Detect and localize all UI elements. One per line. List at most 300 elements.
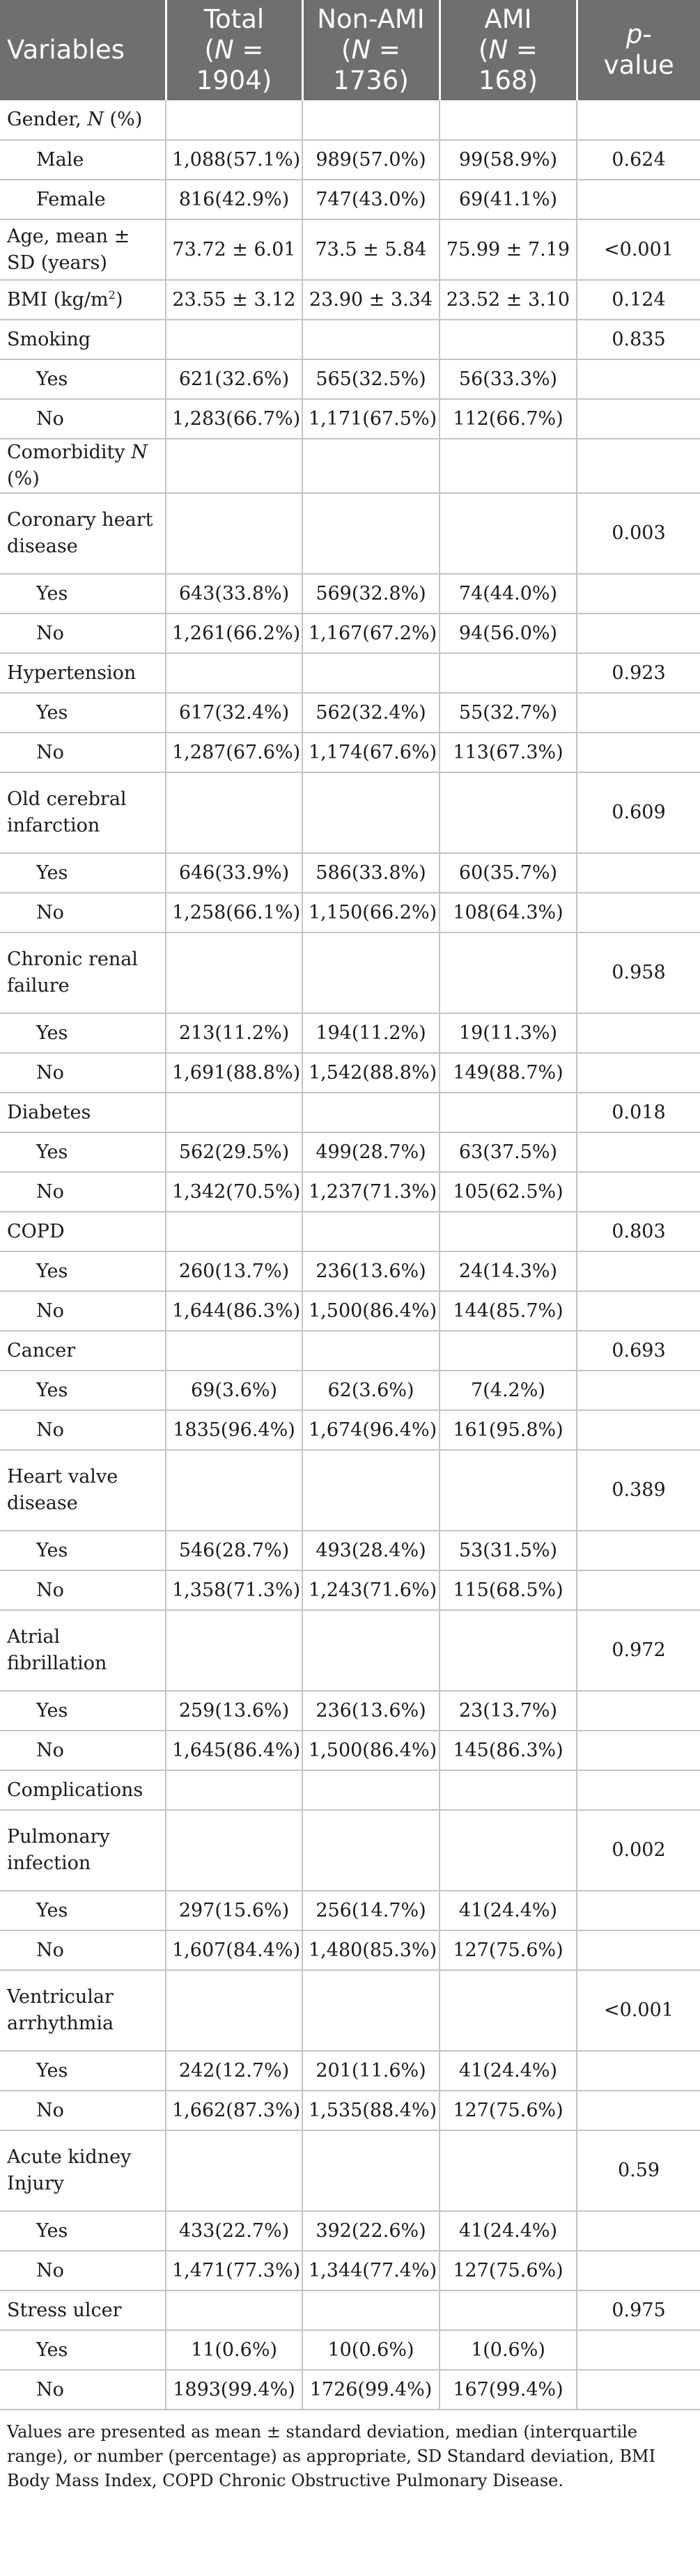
row-label: Yes	[0, 574, 166, 614]
cell-ami: 115(68.5%)	[440, 1570, 577, 1610]
cell-p	[577, 2211, 700, 2251]
cell-total: 69(3.6%)	[166, 1371, 302, 1410]
cell-p	[577, 893, 700, 932]
cell-total	[166, 1450, 302, 1531]
cell-p	[577, 1731, 700, 1770]
cell-ami: 112(66.7%)	[440, 399, 577, 439]
cell-nonami: 1,500(86.4%)	[302, 1291, 440, 1331]
cell-ami: 41(24.4%)	[440, 2051, 577, 2091]
cell-ami: 144(85.7%)	[440, 1291, 577, 1331]
cell-total: 1,691(88.8%)	[166, 1053, 302, 1093]
cell-ami: 167(99.4%)	[440, 2370, 577, 2410]
cell-total: 1,645(86.4%)	[166, 1731, 302, 1770]
cell-ami: 127(75.6%)	[440, 1930, 577, 1970]
row-label: Ventricular arrhythmia	[0, 1970, 166, 2051]
row-label: Yes	[0, 1531, 166, 1570]
cell-nonami: 201(11.6%)	[302, 2051, 440, 2091]
table-row	[0, 1291, 700, 1331]
table-row	[0, 2290, 700, 2330]
cell-nonami: 586(33.8%)	[302, 853, 440, 893]
cell-p	[577, 359, 700, 399]
table-row	[0, 100, 700, 140]
cell-ami	[440, 1610, 577, 1691]
cell-ami: 23.52 ± 3.10	[440, 280, 577, 320]
cell-total	[166, 2130, 302, 2211]
table-row	[0, 893, 700, 932]
table-row	[0, 1930, 700, 1970]
row-label: Hypertension	[0, 653, 166, 693]
cell-total: 617(32.4%)	[166, 693, 302, 733]
cell-total	[166, 1212, 302, 1251]
table-row	[0, 1570, 700, 1610]
table-footnote: Values are presented as mean ± standard deviation, median (interquartile range), or number (percentage) as appropriate, SD Standard deviation, BMI Body Mass Index, COPD Chronic Obstructive Pulmonary Disease.	[7, 2422, 656, 2490]
cell-nonami	[302, 1970, 440, 2051]
cell-nonami	[302, 493, 440, 574]
cell-total: 259(13.6%)	[166, 1691, 302, 1731]
row-label: Yes	[0, 1371, 166, 1410]
cell-total	[166, 932, 302, 1013]
header-ami: AMI (N = 168)	[440, 0, 577, 100]
cell-ami: 149(88.7%)	[440, 1053, 577, 1093]
header-non-ami: Non-AMI (N = 1736)	[302, 0, 440, 100]
cell-p	[577, 1371, 700, 1410]
cell-total: 1,358(71.3%)	[166, 1570, 302, 1610]
row-label: Yes	[0, 359, 166, 399]
cell-ami: 55(32.7%)	[440, 693, 577, 733]
cell-ami	[440, 1212, 577, 1251]
cell-ami	[440, 2290, 577, 2330]
table-row	[0, 1610, 700, 1691]
cell-nonami: 236(13.6%)	[302, 1691, 440, 1731]
cell-p	[577, 853, 700, 893]
cell-ami: 7(4.2%)	[440, 1371, 577, 1410]
table-row	[0, 1331, 700, 1371]
table-row	[0, 280, 700, 320]
table-row	[0, 2211, 700, 2251]
cell-nonami: 989(57.0%)	[302, 140, 440, 180]
cell-total: 1,287(67.6%)	[166, 733, 302, 772]
cell-p	[577, 1770, 700, 1810]
row-label: Age, mean ± SD (years)	[0, 219, 166, 280]
table-row	[0, 1172, 700, 1212]
header-variables: Variables	[0, 0, 166, 100]
cell-ami: 75.99 ± 7.19	[440, 219, 577, 280]
cell-p: 0.835	[577, 320, 700, 359]
table-row	[0, 439, 700, 493]
table-row	[0, 1053, 700, 1093]
cell-ami: 63(37.5%)	[440, 1132, 577, 1172]
row-label: Yes	[0, 2330, 166, 2370]
cell-ami: 145(86.3%)	[440, 1731, 577, 1770]
table-row	[0, 2251, 700, 2290]
table-row	[0, 320, 700, 359]
table-row	[0, 733, 700, 772]
cell-nonami: 1,344(77.4%)	[302, 2251, 440, 2290]
cell-nonami: 562(32.4%)	[302, 693, 440, 733]
cell-ami	[440, 320, 577, 359]
row-label: Acute kidney Injury	[0, 2130, 166, 2211]
cell-p: 0.803	[577, 1212, 700, 1251]
row-label: No	[0, 1570, 166, 1610]
cell-nonami	[302, 932, 440, 1013]
cell-total: 297(15.6%)	[166, 1891, 302, 1930]
row-label: Old cerebral infarction	[0, 772, 166, 853]
cell-ami	[440, 439, 577, 493]
table-row	[0, 1371, 700, 1410]
cell-p	[577, 1410, 700, 1450]
cell-ami	[440, 493, 577, 574]
cell-p	[577, 733, 700, 772]
cell-nonami: 1,237(71.3%)	[302, 1172, 440, 1212]
cell-ami: 161(95.8%)	[440, 1410, 577, 1450]
cell-p	[577, 614, 700, 653]
cell-total: 643(33.8%)	[166, 574, 302, 614]
cell-total	[166, 493, 302, 574]
cell-p: 0.389	[577, 1450, 700, 1531]
cell-nonami: 1726(99.4%)	[302, 2370, 440, 2410]
cell-nonami: 236(13.6%)	[302, 1251, 440, 1291]
cell-p	[577, 574, 700, 614]
table-row	[0, 2130, 700, 2211]
cell-nonami: 747(43.0%)	[302, 180, 440, 219]
table-row	[0, 219, 700, 280]
row-label: No	[0, 1731, 166, 1770]
cell-nonami: 1,500(86.4%)	[302, 1731, 440, 1770]
row-label: No	[0, 1930, 166, 1970]
cell-total	[166, 320, 302, 359]
cell-total: 433(22.7%)	[166, 2211, 302, 2251]
row-label: No	[0, 1291, 166, 1331]
cell-nonami	[302, 772, 440, 853]
table-row	[0, 399, 700, 439]
cell-p: 0.018	[577, 1093, 700, 1132]
cell-nonami	[302, 1770, 440, 1810]
cell-ami	[440, 1770, 577, 1810]
row-label: No	[0, 614, 166, 653]
cell-nonami: 23.90 ± 3.34	[302, 280, 440, 320]
cell-ami	[440, 1450, 577, 1531]
cell-total: 1,342(70.5%)	[166, 1172, 302, 1212]
row-label: Chronic renal failure	[0, 932, 166, 1013]
cell-p	[577, 2251, 700, 2290]
table-row	[0, 2051, 700, 2091]
cell-p: 0.975	[577, 2290, 700, 2330]
cell-total	[166, 1093, 302, 1132]
cell-total: 1,644(86.3%)	[166, 1291, 302, 1331]
cell-p: 0.003	[577, 493, 700, 574]
cell-ami	[440, 653, 577, 693]
cell-total: 11(0.6%)	[166, 2330, 302, 2370]
header-p-value: p- value	[577, 0, 700, 100]
table-row	[0, 772, 700, 853]
cell-ami: 19(11.3%)	[440, 1013, 577, 1053]
row-label: Coronary heart disease	[0, 493, 166, 574]
cell-p: 0.693	[577, 1331, 700, 1371]
cell-nonami: 1,150(66.2%)	[302, 893, 440, 932]
cell-total: 1835(96.4%)	[166, 1410, 302, 1450]
cell-p	[577, 1132, 700, 1172]
cell-nonami	[302, 1810, 440, 1891]
cell-total	[166, 1970, 302, 2051]
row-label: No	[0, 893, 166, 932]
cell-p	[577, 1570, 700, 1610]
cell-p	[577, 1691, 700, 1731]
cell-total: 260(13.7%)	[166, 1251, 302, 1291]
cell-total: 621(32.6%)	[166, 359, 302, 399]
cell-p	[577, 1930, 700, 1970]
table-row	[0, 2091, 700, 2130]
cell-p	[577, 1172, 700, 1212]
table-row	[0, 1731, 700, 1770]
table-row	[0, 653, 700, 693]
cell-p: 0.624	[577, 140, 700, 180]
cell-nonami: 62(3.6%)	[302, 1371, 440, 1410]
cell-total: 1,471(77.3%)	[166, 2251, 302, 2290]
cell-ami: 41(24.4%)	[440, 2211, 577, 2251]
cell-ami	[440, 1331, 577, 1371]
row-label: Heart valve disease	[0, 1450, 166, 1531]
row-label: Yes	[0, 2211, 166, 2251]
cell-ami: 127(75.6%)	[440, 2251, 577, 2290]
cell-total: 1893(99.4%)	[166, 2370, 302, 2410]
cell-total: 546(28.7%)	[166, 1531, 302, 1570]
cell-nonami	[302, 653, 440, 693]
row-label: No	[0, 1172, 166, 1212]
cell-ami	[440, 1093, 577, 1132]
row-label: Stress ulcer	[0, 2290, 166, 2330]
cell-nonami: 499(28.7%)	[302, 1132, 440, 1172]
cell-p: 0.958	[577, 932, 700, 1013]
cell-p	[577, 1291, 700, 1331]
cell-p	[577, 1251, 700, 1291]
cell-total: 23.55 ± 3.12	[166, 280, 302, 320]
row-label: No	[0, 733, 166, 772]
cell-nonami	[302, 2130, 440, 2211]
cell-ami	[440, 772, 577, 853]
cell-nonami: 1,243(71.6%)	[302, 1570, 440, 1610]
row-label: Gender, N (%)	[0, 100, 166, 140]
cell-nonami: 1,542(88.8%)	[302, 1053, 440, 1093]
table-header	[0, 0, 700, 100]
cell-ami: 105(62.5%)	[440, 1172, 577, 1212]
cell-nonami	[302, 320, 440, 359]
row-label: Yes	[0, 1132, 166, 1172]
cell-ami: 56(33.3%)	[440, 359, 577, 399]
cell-ami: 1(0.6%)	[440, 2330, 577, 2370]
cell-total	[166, 1331, 302, 1371]
table-row	[0, 2330, 700, 2370]
cell-nonami: 1,174(67.6%)	[302, 733, 440, 772]
cell-ami: 23(13.7%)	[440, 1691, 577, 1731]
cell-p	[577, 180, 700, 219]
cell-p: 0.972	[577, 1610, 700, 1691]
cell-nonami: 1,171(67.5%)	[302, 399, 440, 439]
cell-p	[577, 1891, 700, 1930]
row-label: No	[0, 399, 166, 439]
cell-nonami	[302, 439, 440, 493]
table-row	[0, 574, 700, 614]
row-label: No	[0, 1410, 166, 1450]
cell-nonami: 194(11.2%)	[302, 1013, 440, 1053]
cell-ami	[440, 932, 577, 1013]
cell-ami	[440, 2130, 577, 2211]
cell-total: 213(11.2%)	[166, 1013, 302, 1053]
table-row	[0, 853, 700, 893]
cell-p	[577, 1531, 700, 1570]
row-label: Complications	[0, 1770, 166, 1810]
table-row	[0, 180, 700, 219]
row-label: Yes	[0, 693, 166, 733]
row-label: Yes	[0, 853, 166, 893]
row-label: Yes	[0, 2051, 166, 2091]
cell-total: 562(29.5%)	[166, 1132, 302, 1172]
cell-total	[166, 1810, 302, 1891]
cell-total	[166, 439, 302, 493]
table-row	[0, 1251, 700, 1291]
cell-ami: 94(56.0%)	[440, 614, 577, 653]
cell-p: 0.124	[577, 280, 700, 320]
cell-nonami	[302, 2290, 440, 2330]
table-row	[0, 1013, 700, 1053]
cell-p: <0.001	[577, 219, 700, 280]
row-label: Pulmonary infection	[0, 1810, 166, 1891]
cell-p	[577, 693, 700, 733]
table-row	[0, 693, 700, 733]
table-row	[0, 2370, 700, 2410]
cell-ami: 113(67.3%)	[440, 733, 577, 772]
cell-nonami: 569(32.8%)	[302, 574, 440, 614]
cell-p	[577, 399, 700, 439]
cell-nonami	[302, 1610, 440, 1691]
cell-total: 1,258(66.1%)	[166, 893, 302, 932]
cell-p: <0.001	[577, 1970, 700, 2051]
row-label: Yes	[0, 1013, 166, 1053]
row-label: Atrial fibrillation	[0, 1610, 166, 1691]
cell-ami	[440, 1810, 577, 1891]
cell-total	[166, 653, 302, 693]
table-row	[0, 1132, 700, 1172]
cell-total: 646(33.9%)	[166, 853, 302, 893]
cell-nonami: 73.5 ± 5.84	[302, 219, 440, 280]
cell-total: 73.72 ± 6.01	[166, 219, 302, 280]
cell-ami	[440, 100, 577, 140]
cell-total	[166, 2290, 302, 2330]
cell-total	[166, 1610, 302, 1691]
cell-p	[577, 100, 700, 140]
table-row	[0, 1770, 700, 1810]
cell-nonami	[302, 100, 440, 140]
cell-p	[577, 1013, 700, 1053]
cell-p	[577, 2051, 700, 2091]
cell-total: 242(12.7%)	[166, 2051, 302, 2091]
cell-nonami: 1,535(88.4%)	[302, 2091, 440, 2130]
cell-p	[577, 1053, 700, 1093]
cell-nonami	[302, 1331, 440, 1371]
row-label: No	[0, 1053, 166, 1093]
cell-ami: 60(35.7%)	[440, 853, 577, 893]
cell-nonami	[302, 1450, 440, 1531]
cell-nonami	[302, 1093, 440, 1132]
cell-nonami: 1,167(67.2%)	[302, 614, 440, 653]
table-row	[0, 1450, 700, 1531]
table-row	[0, 1093, 700, 1132]
header-total: Total (N = 1904)	[166, 0, 302, 100]
cell-ami: 127(75.6%)	[440, 2091, 577, 2130]
table-row	[0, 932, 700, 1013]
cell-total: 816(42.9%)	[166, 180, 302, 219]
cell-nonami: 1,674(96.4%)	[302, 1410, 440, 1450]
cell-nonami: 256(14.7%)	[302, 1891, 440, 1930]
cell-ami: 99(58.9%)	[440, 140, 577, 180]
cell-nonami: 1,480(85.3%)	[302, 1930, 440, 1970]
table-row	[0, 493, 700, 574]
cell-ami: 74(44.0%)	[440, 574, 577, 614]
cell-total	[166, 100, 302, 140]
row-label: No	[0, 2370, 166, 2410]
table-row	[0, 1410, 700, 1450]
cell-nonami	[302, 1212, 440, 1251]
cell-total: 1,662(87.3%)	[166, 2091, 302, 2130]
row-label: Smoking	[0, 320, 166, 359]
table-row	[0, 1212, 700, 1251]
row-label: No	[0, 2091, 166, 2130]
table-row	[0, 1891, 700, 1930]
row-label: Diabetes	[0, 1093, 166, 1132]
row-label: Comorbidity N (%)	[0, 439, 166, 493]
row-label: BMI $(kg/m^2)$	[0, 280, 166, 320]
cell-total	[166, 1770, 302, 1810]
table-row	[0, 1970, 700, 2051]
cell-nonami: 493(28.4%)	[302, 1531, 440, 1570]
row-label: No	[0, 2251, 166, 2290]
cell-nonami: 10(0.6%)	[302, 2330, 440, 2370]
cell-total: 1,261(66.2%)	[166, 614, 302, 653]
cell-nonami: 565(32.5%)	[302, 359, 440, 399]
cell-nonami: 392(22.6%)	[302, 2211, 440, 2251]
cell-p: 0.002	[577, 1810, 700, 1891]
cell-total	[166, 772, 302, 853]
cell-ami: 108(64.3%)	[440, 893, 577, 932]
row-label: Yes	[0, 1891, 166, 1930]
cell-total: 1,283(66.7%)	[166, 399, 302, 439]
cell-p	[577, 2091, 700, 2130]
row-label: Yes	[0, 1691, 166, 1731]
table-body	[0, 100, 700, 2410]
table-row	[0, 1691, 700, 1731]
table-row	[0, 614, 700, 653]
row-label: Yes	[0, 1251, 166, 1291]
row-label: Female	[0, 180, 166, 219]
table-row	[0, 1531, 700, 1570]
cell-p: 0.609	[577, 772, 700, 853]
cell-total: 1,088(57.1%)	[166, 140, 302, 180]
table-row	[0, 140, 700, 180]
cell-total: 1,607(84.4%)	[166, 1930, 302, 1970]
cell-ami	[440, 1970, 577, 2051]
row-label: Male	[0, 140, 166, 180]
table-row	[0, 1810, 700, 1891]
table-row	[0, 359, 700, 399]
row-label: COPD	[0, 1212, 166, 1251]
row-label: Cancer	[0, 1331, 166, 1371]
cell-ami: 69(41.1%)	[440, 180, 577, 219]
cell-ami: 53(31.5%)	[440, 1531, 577, 1570]
cell-p: 0.59	[577, 2130, 700, 2211]
cell-p	[577, 2370, 700, 2410]
cell-p: 0.923	[577, 653, 700, 693]
cell-ami: 24(14.3%)	[440, 1251, 577, 1291]
cell-p	[577, 2330, 700, 2370]
